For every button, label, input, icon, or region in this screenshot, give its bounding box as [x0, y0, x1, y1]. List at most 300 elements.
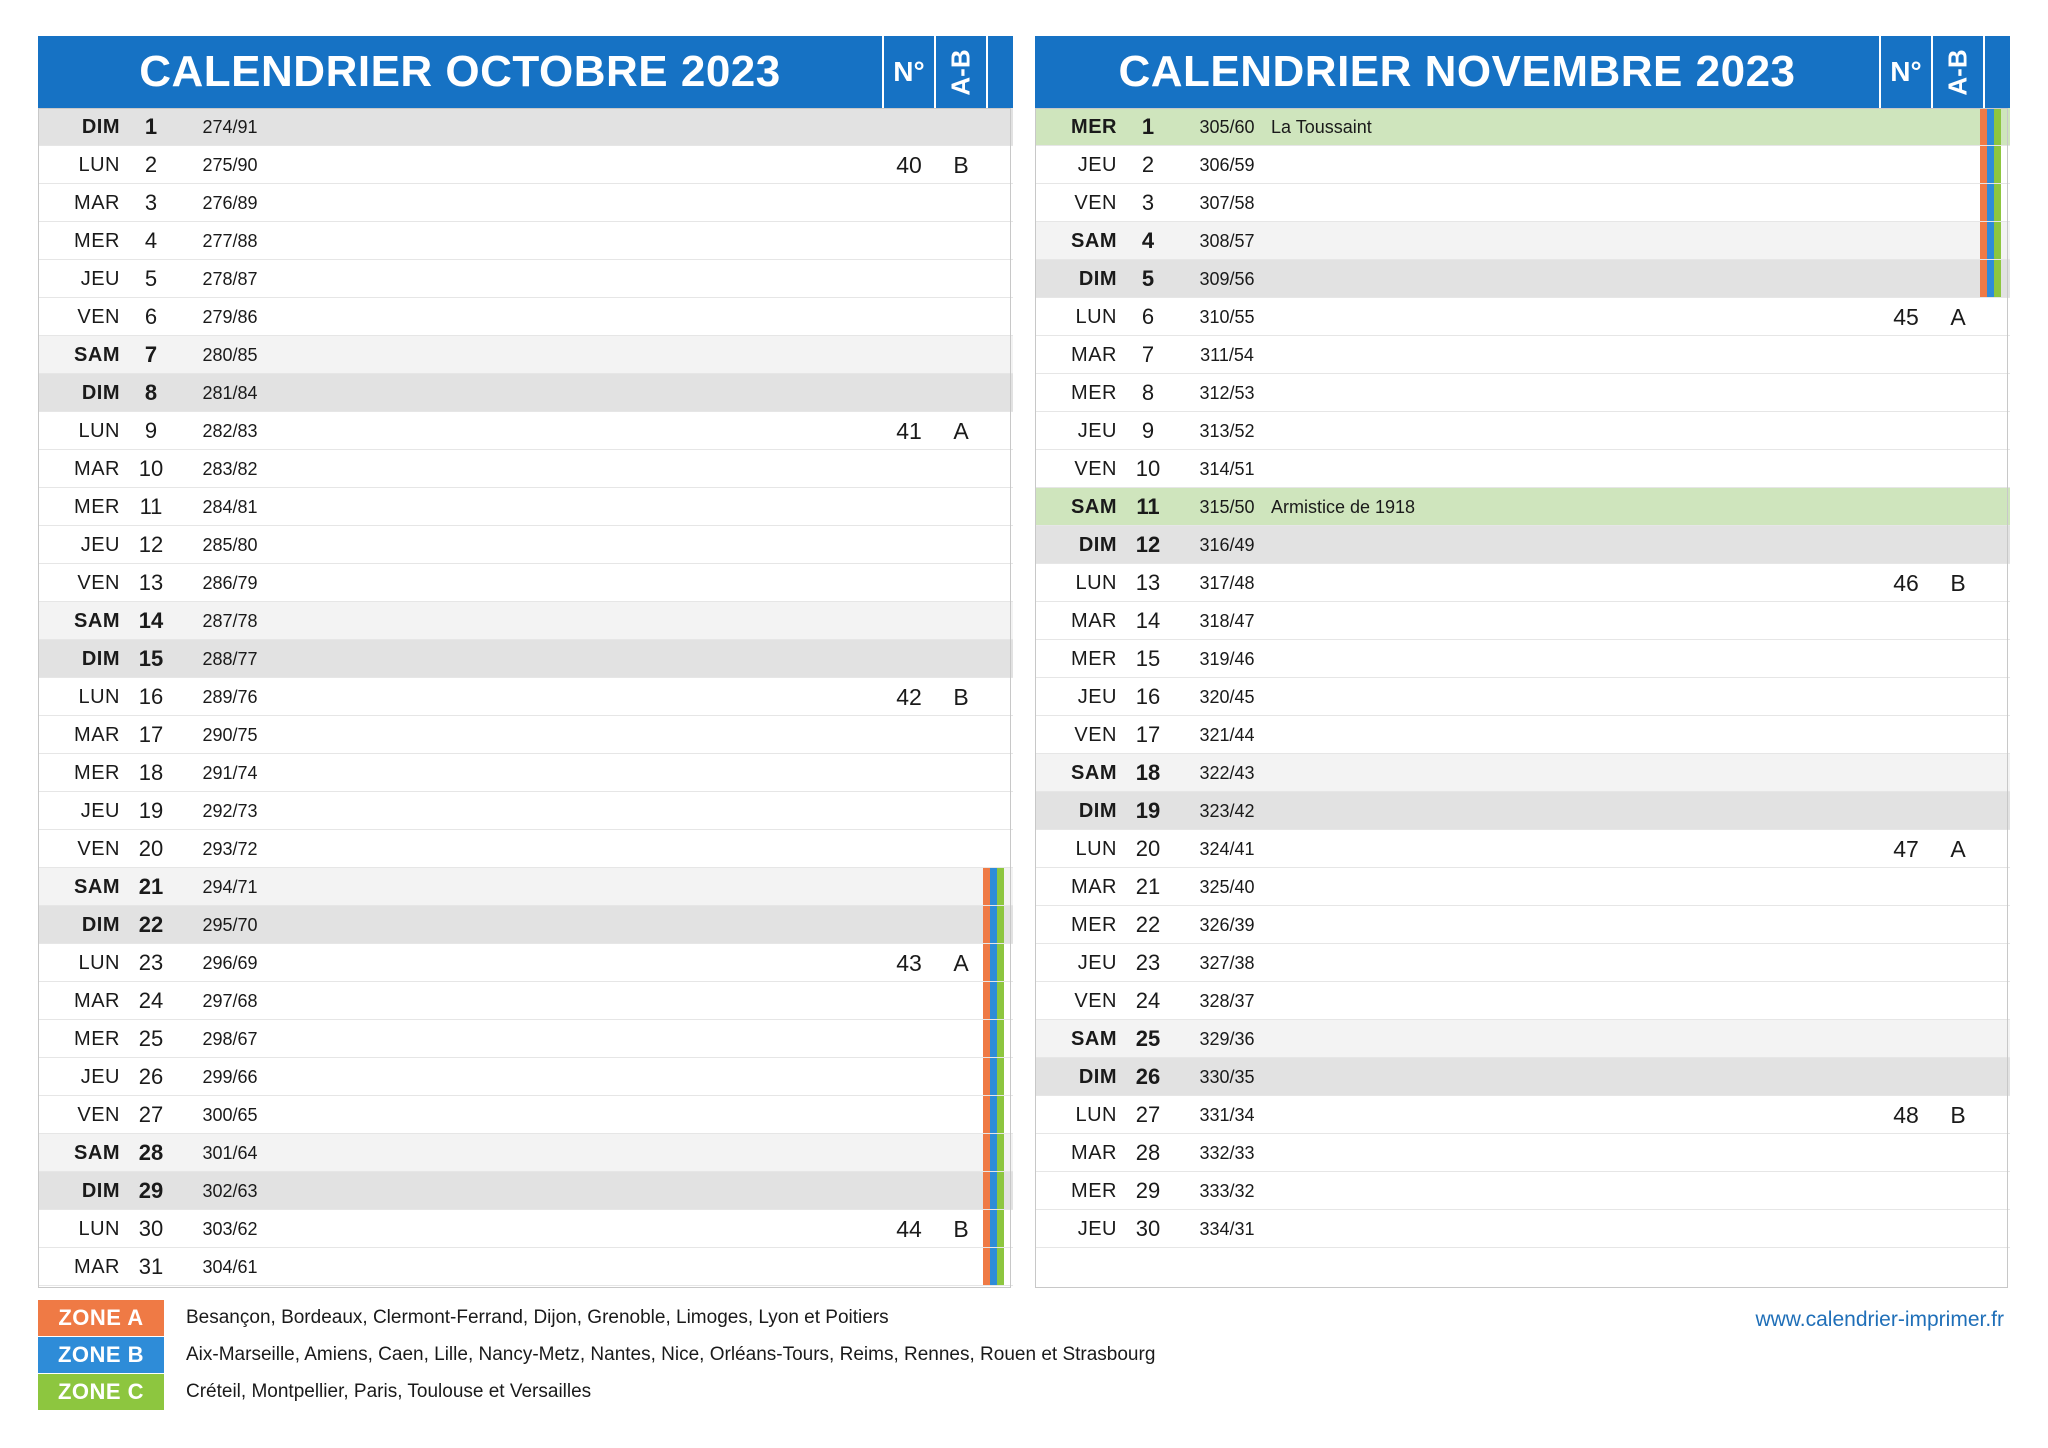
- day-of-year: 274/91: [202, 117, 258, 137]
- day-number: 24: [1135, 988, 1161, 1013]
- zone-b-holiday-bar: [1987, 222, 1994, 259]
- day-row: [1035, 1058, 2010, 1096]
- november-header: [1035, 36, 2010, 108]
- zone-a-holiday-bar: [983, 1172, 990, 1209]
- day-row: [38, 982, 1013, 1020]
- weekday-label: LUN: [78, 952, 120, 974]
- week-number: [884, 1020, 934, 1058]
- weekday-label: SAM: [74, 1142, 120, 1164]
- week-number: 47: [1893, 836, 1919, 862]
- month-title: CALENDRIER NOVEMBRE 2023: [1118, 47, 1796, 96]
- day-number: 30: [1135, 1216, 1161, 1241]
- day-of-year: 322/43: [1199, 763, 1255, 783]
- website-link[interactable]: www.calendrier-imprimer.fr: [1755, 1308, 2004, 1331]
- week-number: [1881, 868, 1931, 906]
- october-header: [38, 36, 1013, 108]
- week-number: [1881, 1020, 1931, 1058]
- day-number: 27: [138, 1102, 164, 1127]
- holiday-label: [274, 716, 774, 754]
- month-title: CALENDRIER OCTOBRE 2023: [139, 47, 781, 96]
- day-of-year: 329/36: [1199, 1029, 1255, 1049]
- day-row: [38, 944, 1013, 982]
- weekday-label: DIM: [81, 1180, 120, 1202]
- weekday-label: JEU: [1077, 952, 1117, 974]
- day-row: [1035, 222, 2010, 260]
- week-number: 43: [896, 950, 922, 976]
- zone-a-row: [38, 1300, 1238, 1336]
- day-number: 16: [138, 684, 164, 709]
- zone-a-holiday-bar: [1980, 260, 1987, 297]
- week-ab: [1933, 678, 1983, 716]
- day-number: 18: [138, 760, 164, 785]
- day-row: [38, 906, 1013, 944]
- zone-b-holiday-bar: [990, 1210, 997, 1247]
- day-row: [38, 526, 1013, 564]
- week-number: [884, 184, 934, 222]
- day-number: 7: [1141, 342, 1155, 367]
- day-number: 15: [1135, 646, 1161, 671]
- day-number: 28: [1135, 1140, 1161, 1165]
- weekday-label: VEN: [1074, 458, 1117, 480]
- day-number: 22: [1135, 912, 1161, 937]
- day-of-year: 277/88: [202, 231, 258, 251]
- week-ab: [1933, 1210, 1983, 1248]
- weekday-label: MAR: [74, 192, 120, 214]
- week-number: [1881, 602, 1931, 640]
- week-ab: [936, 792, 986, 830]
- week-number: [884, 222, 934, 260]
- week-ab: [936, 374, 986, 412]
- weekday-label: DIM: [81, 116, 120, 138]
- zone-b-holiday-bar: [990, 906, 997, 943]
- week-number: [884, 754, 934, 792]
- zone-a-holiday-bar: [983, 1096, 990, 1133]
- day-row: [38, 868, 1013, 906]
- week-number: 45: [1893, 304, 1919, 330]
- week-number: [1881, 108, 1931, 146]
- day-number: 13: [1135, 570, 1161, 595]
- holiday-label: [274, 1172, 774, 1210]
- day-row: [38, 754, 1013, 792]
- weekday-label: MER: [74, 1028, 120, 1050]
- zone-a-cities: Besançon, Bordeaux, Clermont-Ferrand, Dijon, Grenoble, Limoges, Lyon et Poitiers: [186, 1307, 889, 1328]
- day-row: [1035, 1210, 2010, 1248]
- zone-c-holiday-bar: [997, 982, 1004, 1019]
- zone-c-row: [38, 1374, 1238, 1410]
- week-number: 46: [1893, 570, 1919, 596]
- holiday-label: [274, 602, 774, 640]
- holiday-label: [1271, 146, 1771, 184]
- day-row: [1035, 792, 2010, 830]
- week-ab: [1933, 792, 1983, 830]
- weekday-label: MAR: [1071, 344, 1117, 366]
- week-ab: A: [1950, 836, 1966, 862]
- day-of-year: 312/53: [1199, 383, 1255, 403]
- day-number: 28: [138, 1140, 164, 1165]
- day-of-year: 281/84: [202, 383, 258, 403]
- day-of-year: 286/79: [202, 573, 258, 593]
- day-row: [38, 1096, 1013, 1134]
- week-number: 40: [896, 152, 922, 178]
- day-of-year: 293/72: [202, 839, 258, 859]
- week-number: [1881, 260, 1931, 298]
- weekday-label: JEU: [1077, 420, 1117, 442]
- day-row: [38, 450, 1013, 488]
- day-number: 18: [1135, 760, 1161, 785]
- week-ab: [1933, 1020, 1983, 1058]
- day-row: [1035, 336, 2010, 374]
- zone-b-holiday-bar: [990, 1172, 997, 1209]
- weekday-label: VEN: [77, 838, 120, 860]
- weekday-label: LUN: [78, 154, 120, 176]
- week-number: 48: [1893, 1102, 1919, 1128]
- day-row: [38, 678, 1013, 716]
- week-ab: [936, 260, 986, 298]
- day-row: [38, 146, 1013, 184]
- week-ab: [936, 1020, 986, 1058]
- day-number: 8: [1141, 380, 1155, 405]
- week-number: [1881, 184, 1931, 222]
- day-row: [1035, 640, 2010, 678]
- day-row: [38, 792, 1013, 830]
- weekday-label: SAM: [1071, 1028, 1117, 1050]
- day-row: [38, 260, 1013, 298]
- day-number: 29: [1135, 1178, 1161, 1203]
- week-number: [884, 906, 934, 944]
- holiday-label: [1271, 602, 1771, 640]
- week-ab: [1933, 1172, 1983, 1210]
- day-of-year: 283/82: [202, 459, 258, 479]
- day-row: [38, 1172, 1013, 1210]
- zone-b-holiday-bar: [990, 1134, 997, 1171]
- weekday-label: DIM: [1078, 800, 1117, 822]
- zone-a-holiday-bar: [983, 1210, 990, 1247]
- zone-b-badge: ZONE B: [38, 1337, 164, 1373]
- zone-c-holiday-bar: [997, 1134, 1004, 1171]
- week-number: [884, 716, 934, 754]
- day-number: 7: [144, 342, 158, 367]
- holiday-label: [1271, 792, 1771, 830]
- holiday-label: [274, 830, 774, 868]
- weekday-label: SAM: [1071, 762, 1117, 784]
- day-of-year: 306/59: [1199, 155, 1255, 175]
- week-ab: [1933, 108, 1983, 146]
- day-of-year: 289/76: [202, 687, 258, 707]
- day-of-year: 297/68: [202, 991, 258, 1011]
- week-number: [884, 982, 934, 1020]
- day-row: [38, 640, 1013, 678]
- day-number: 10: [138, 456, 164, 481]
- holiday-label: [274, 564, 774, 602]
- holiday-label: [274, 146, 774, 184]
- day-of-year: 280/85: [202, 345, 258, 365]
- week-number: [1881, 754, 1931, 792]
- week-number: [1881, 1172, 1931, 1210]
- zone-a-holiday-bar: [1980, 146, 1987, 183]
- day-number: 2: [144, 152, 158, 177]
- holiday-label: [274, 982, 774, 1020]
- day-number: 31: [138, 1254, 164, 1279]
- day-of-year: 315/50: [1199, 497, 1255, 517]
- zone-c-holiday-bar: [1994, 108, 2001, 145]
- week-ab: [1933, 944, 1983, 982]
- zone-c-cities: Créteil, Montpellier, Paris, Toulouse et Versailles: [186, 1381, 592, 1402]
- weekday-label: MAR: [74, 724, 120, 746]
- week-number: [1881, 906, 1931, 944]
- week-number: [884, 564, 934, 602]
- week-number: [884, 336, 934, 374]
- day-number: 21: [138, 874, 164, 899]
- week-number: [1881, 716, 1931, 754]
- weekday-label: MAR: [74, 1256, 120, 1278]
- week-ab: [1933, 450, 1983, 488]
- holiday-label: [1271, 1134, 1771, 1172]
- zone-c-holiday-bar: [997, 1210, 1004, 1247]
- zone-a-holiday-bar: [983, 906, 990, 943]
- weekday-label: MER: [74, 230, 120, 252]
- weekday-label: JEU: [80, 534, 120, 556]
- week-number: [1881, 146, 1931, 184]
- day-number: 23: [138, 950, 164, 975]
- week-ab: [936, 982, 986, 1020]
- day-of-year: 276/89: [202, 193, 258, 213]
- week-ab: [936, 1134, 986, 1172]
- day-number: 14: [1135, 608, 1161, 633]
- day-of-year: 288/77: [202, 649, 258, 669]
- day-number: 19: [138, 798, 164, 823]
- week-ab: [936, 1096, 986, 1134]
- week-ab: [936, 830, 986, 868]
- week-ab: [936, 488, 986, 526]
- zone-b-holiday-bar: [990, 1096, 997, 1133]
- holiday-label: [274, 260, 774, 298]
- day-of-year: 282/83: [202, 421, 258, 441]
- week-number: [1881, 336, 1931, 374]
- zone-a-holiday-bar: [983, 868, 990, 905]
- day-number: 25: [138, 1026, 164, 1051]
- week-ab: [1933, 222, 1983, 260]
- zone-b-holiday-bar: [990, 944, 997, 981]
- weekday-label: LUN: [78, 1218, 120, 1240]
- day-row: [38, 184, 1013, 222]
- day-of-year: 298/67: [202, 1029, 258, 1049]
- holiday-label: [274, 1134, 774, 1172]
- day-row: [1035, 1172, 2010, 1210]
- holiday-label: [274, 1248, 774, 1286]
- day-of-year: 303/62: [202, 1219, 258, 1239]
- day-number: 17: [138, 722, 164, 747]
- week-ab: [936, 1172, 986, 1210]
- day-of-year: 323/42: [1199, 801, 1255, 821]
- day-number: 23: [1135, 950, 1161, 975]
- day-of-year: 295/70: [202, 915, 258, 935]
- day-row: [1035, 298, 2010, 336]
- holiday-label: [1271, 450, 1771, 488]
- day-number: 2: [1141, 152, 1155, 177]
- day-row: [38, 222, 1013, 260]
- weekday-label: VEN: [77, 572, 120, 594]
- day-number: 1: [1141, 114, 1155, 139]
- week-number: 42: [896, 684, 922, 710]
- week-ab: [1933, 906, 1983, 944]
- zone-c-holiday-bar: [997, 868, 1004, 905]
- day-of-year: 317/48: [1199, 573, 1255, 593]
- day-number: 4: [1141, 228, 1155, 253]
- week-number: 44: [896, 1216, 922, 1242]
- week-ab: [1933, 982, 1983, 1020]
- week-number: [884, 450, 934, 488]
- holiday-label: [1271, 754, 1771, 792]
- weekday-label: DIM: [81, 382, 120, 404]
- weekday-label: MER: [74, 762, 120, 784]
- day-of-year: 300/65: [202, 1105, 258, 1125]
- weekday-label: DIM: [1078, 534, 1117, 556]
- zone-b-row: [38, 1337, 1238, 1373]
- weekday-label: JEU: [80, 800, 120, 822]
- zone-b-holiday-bar: [1987, 108, 1994, 145]
- day-of-year: 330/35: [1199, 1067, 1255, 1087]
- holiday-label: [274, 336, 774, 374]
- weekday-label: VEN: [1074, 192, 1117, 214]
- zone-b-holiday-bar: [1987, 184, 1994, 221]
- day-row: [38, 830, 1013, 868]
- day-row: [38, 716, 1013, 754]
- holiday-label: [274, 944, 774, 982]
- week-ab: [1933, 260, 1983, 298]
- week-number: [884, 640, 934, 678]
- weekday-label: LUN: [1075, 1104, 1117, 1126]
- day-row: [38, 1020, 1013, 1058]
- zone-b-holiday-bar: [990, 1020, 997, 1057]
- zone-c-holiday-bar: [1994, 184, 2001, 221]
- week-ab: [936, 184, 986, 222]
- day-of-year: 307/58: [1199, 193, 1255, 213]
- day-of-year: 284/81: [202, 497, 258, 517]
- weekday-label: MER: [1071, 116, 1117, 138]
- day-of-year: 324/41: [1199, 839, 1255, 859]
- day-row: [38, 298, 1013, 336]
- holiday-label: [274, 526, 774, 564]
- zone-b-holiday-bar: [990, 1248, 997, 1285]
- week-number: [884, 602, 934, 640]
- day-number: 5: [1141, 266, 1155, 291]
- weekday-label: MAR: [1071, 610, 1117, 632]
- day-of-year: 328/37: [1199, 991, 1255, 1011]
- day-of-year: 333/32: [1199, 1181, 1255, 1201]
- holiday-label: [1271, 1172, 1771, 1210]
- day-number: 16: [1135, 684, 1161, 709]
- day-row: [38, 412, 1013, 450]
- week-ab: [936, 754, 986, 792]
- day-of-year: 292/73: [202, 801, 258, 821]
- weekday-label: LUN: [78, 420, 120, 442]
- week-ab: [1933, 1134, 1983, 1172]
- day-of-year: 301/64: [202, 1143, 258, 1163]
- day-number: 3: [1141, 190, 1155, 215]
- day-of-year: 327/38: [1199, 953, 1255, 973]
- weekday-label: SAM: [74, 344, 120, 366]
- day-number: 26: [138, 1064, 164, 1089]
- day-row: [38, 564, 1013, 602]
- weekday-label: JEU: [1077, 686, 1117, 708]
- week-ab: [936, 1058, 986, 1096]
- day-number: 11: [1136, 494, 1160, 519]
- holiday-label: [1271, 1058, 1771, 1096]
- zone-c-holiday-bar: [997, 1020, 1004, 1057]
- day-of-year: 318/47: [1199, 611, 1255, 631]
- day-row: [1035, 260, 2010, 298]
- week-ab: [1933, 336, 1983, 374]
- day-of-year: 332/33: [1199, 1143, 1255, 1163]
- week-ab: [1933, 868, 1983, 906]
- zone-a-holiday-bar: [983, 1020, 990, 1057]
- holiday-label: [274, 374, 774, 412]
- holiday-label: [1271, 336, 1771, 374]
- week-ab: B: [1950, 570, 1966, 596]
- day-row: [1035, 982, 2010, 1020]
- holiday-label: [1271, 374, 1771, 412]
- holiday-label: [1271, 1020, 1771, 1058]
- holiday-label: [1271, 982, 1771, 1020]
- weekday-label: SAM: [74, 876, 120, 898]
- day-number: 21: [1135, 874, 1161, 899]
- day-row: [38, 374, 1013, 412]
- day-of-year: 325/40: [1199, 877, 1255, 897]
- holiday-label: [1271, 526, 1771, 564]
- day-row: [1035, 184, 2010, 222]
- day-row: [38, 1248, 1013, 1286]
- holiday-label: [1271, 564, 1771, 602]
- weekday-label: SAM: [74, 610, 120, 632]
- zone-a-holiday-bar: [983, 1134, 990, 1171]
- week-number: [1881, 640, 1931, 678]
- week-ab: [1933, 716, 1983, 754]
- week-ab: B: [953, 152, 969, 178]
- day-of-year: 308/57: [1199, 231, 1255, 251]
- zone-c-holiday-bar: [1994, 260, 2001, 297]
- november-day-rows: [1035, 108, 2010, 1248]
- day-number: 12: [138, 532, 164, 557]
- day-number: 24: [138, 988, 164, 1013]
- day-of-year: 310/55: [1199, 307, 1255, 327]
- weekday-label: SAM: [1071, 496, 1117, 518]
- holiday-label: [1271, 868, 1771, 906]
- zone-b-holiday-bar: [1987, 260, 1994, 297]
- weekday-label: VEN: [77, 306, 120, 328]
- zone-c-holiday-bar: [1994, 222, 2001, 259]
- week-number: [1881, 678, 1931, 716]
- zone-a-holiday-bar: [1980, 108, 1987, 145]
- day-row: [1035, 564, 2010, 602]
- week-ab: [936, 1248, 986, 1286]
- week-number: [884, 830, 934, 868]
- day-number: 1: [144, 114, 158, 139]
- day-number: 30: [138, 1216, 164, 1241]
- day-number: 15: [138, 646, 164, 671]
- holiday-label: [274, 678, 774, 716]
- day-number: 6: [144, 304, 158, 329]
- day-number: 5: [144, 266, 158, 291]
- weekday-label: VEN: [1074, 724, 1117, 746]
- week-ab: [936, 222, 986, 260]
- day-number: 19: [1135, 798, 1161, 823]
- week-number: 41: [896, 418, 922, 444]
- zone-c-holiday-bar: [997, 1248, 1004, 1285]
- day-of-year: 294/71: [202, 877, 258, 897]
- zone-b-holiday-bar: [990, 1058, 997, 1095]
- week-number-header: N°: [1890, 56, 1922, 87]
- zone-c-holiday-bar: [997, 1096, 1004, 1133]
